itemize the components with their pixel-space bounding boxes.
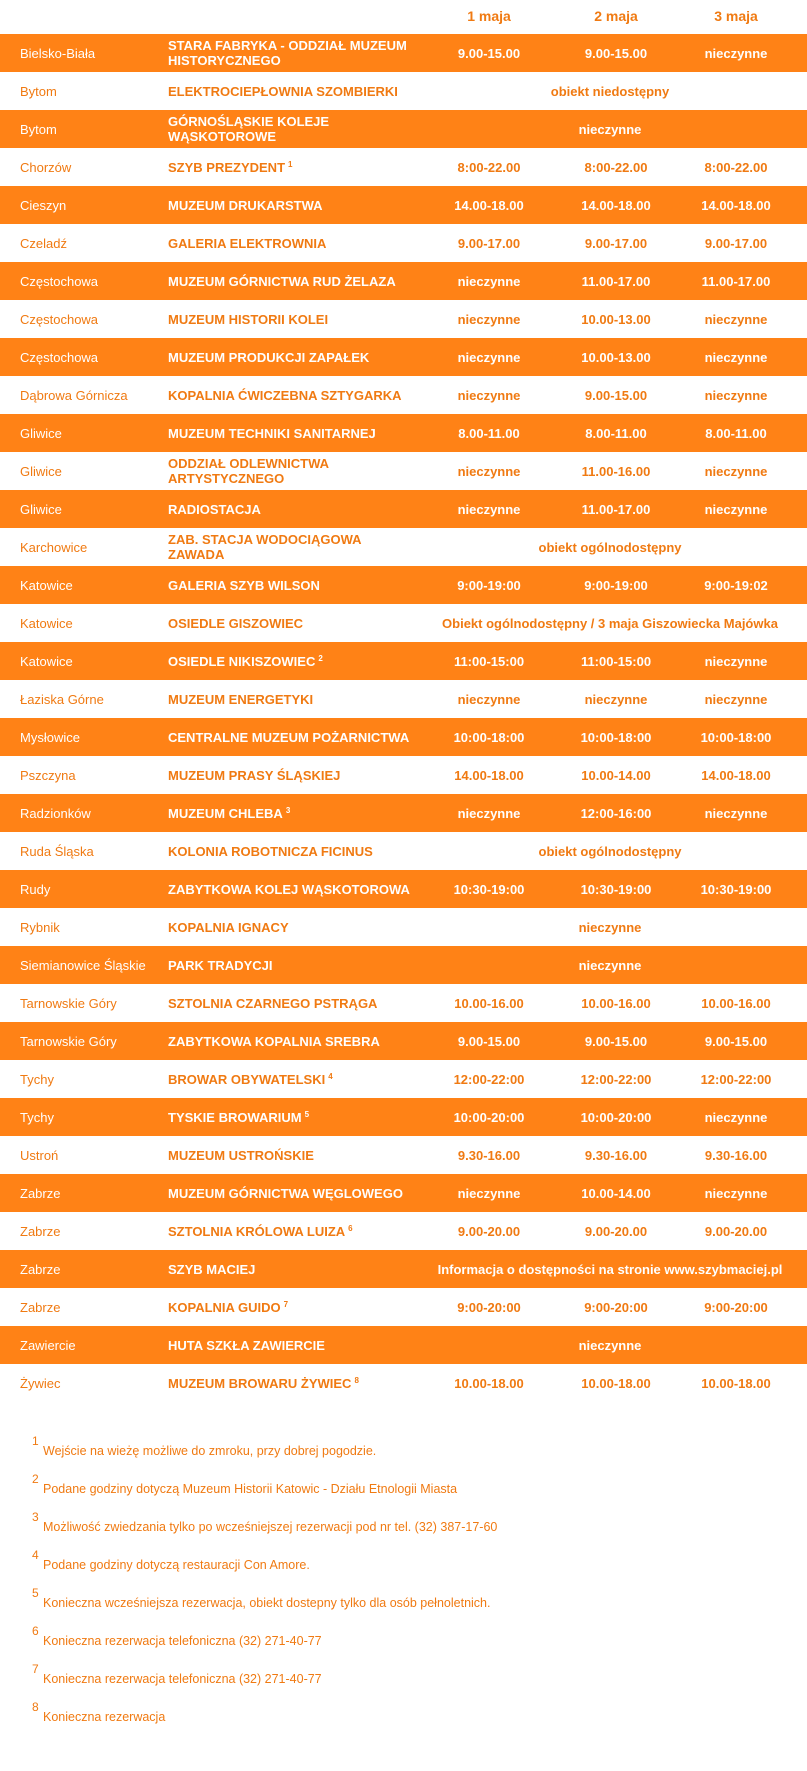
row-venue	[168, 414, 420, 452]
row-hours-day-3: 9.30-16.00	[704, 1147, 768, 1163]
row-hours-day-3: 14.00-18.00	[701, 197, 771, 213]
row-city: Bytom	[20, 83, 57, 99]
row-venue	[168, 528, 420, 566]
footnote-number: 2	[32, 1472, 39, 1486]
row-hours-day-2: 11.00-17.00	[581, 501, 651, 517]
row-hours-day-1: nieczynne	[457, 387, 521, 403]
table-row	[0, 452, 807, 490]
venue-name: MUZEUM CHLEBA	[168, 805, 283, 821]
venue-name: SZYB MACIEJ	[168, 1261, 256, 1277]
table-row	[0, 1098, 807, 1136]
table-row	[0, 832, 807, 870]
row-venue	[168, 1250, 420, 1288]
venue-name: KOPALNIA IGNACY	[168, 919, 289, 935]
table-body	[0, 34, 807, 1402]
row-city: Katowice	[20, 615, 73, 631]
venue-name: KOPALNIA ĆWICZEBNA SZTYGARKA	[168, 387, 402, 403]
footnote-text: Podane godziny dotyczą Muzeum Historii Katowic - Działu Etnologii Miasta	[43, 1482, 458, 1496]
row-hours-day-2: 9.00-15.00	[584, 45, 648, 61]
table-row	[0, 1174, 807, 1212]
row-hours-day-1: nieczynne	[457, 805, 521, 821]
venue-name: GALERIA ELEKTROWNIA	[168, 235, 327, 251]
row-hours-day-1: 10:30-19:00	[453, 881, 525, 897]
footnote-number: 3	[32, 1510, 39, 1524]
row-hours-day-2: 12:00-16:00	[580, 805, 652, 821]
row-city: Cieszyn	[20, 197, 67, 213]
row-hours-day-3: nieczynne	[704, 349, 768, 365]
row-city: Bielsko-Biała	[20, 45, 96, 61]
row-hours-day-3: nieczynne	[704, 311, 768, 327]
table-row	[0, 642, 807, 680]
row-status-all-days: nieczynne	[578, 957, 642, 973]
row-hours-day-2: 11.00-16.00	[581, 463, 651, 479]
row-venue	[168, 1212, 420, 1250]
table-header	[0, 0, 807, 34]
venue-name: TYSKIE BROWARIUM	[168, 1109, 302, 1125]
table-row	[0, 946, 807, 984]
venue-name: OSIEDLE GISZOWIEC	[168, 615, 304, 631]
row-venue	[168, 1288, 420, 1326]
row-venue	[168, 1060, 420, 1098]
row-city: Tychy	[20, 1071, 54, 1087]
row-city: Zawiercie	[20, 1337, 76, 1353]
venue-name: MUZEUM TECHNIKI SANITARNEJ	[168, 425, 376, 441]
row-hours-day-1: 9.00-17.00	[457, 235, 521, 251]
row-city: Zabrze	[20, 1223, 61, 1239]
footnotes	[32, 1434, 792, 1738]
header-day-2: 2 maja	[594, 8, 638, 24]
table-row	[0, 224, 807, 262]
table-row	[0, 984, 807, 1022]
row-hours-day-2: 8.00-11.00	[585, 425, 647, 441]
venue-name: GÓRNOŚLĄSKIE KOLEJE WĄSKOTOROWE	[168, 114, 330, 144]
row-city: Rybnik	[20, 919, 60, 935]
row-venue	[168, 452, 420, 490]
row-hours-day-1: 14.00-18.00	[454, 767, 524, 783]
table-row	[0, 490, 807, 528]
row-hours-day-2: 10:00-20:00	[580, 1109, 652, 1125]
row-venue	[168, 224, 420, 262]
footnote-text: Konieczna wcześniejsza rezerwacja, obiekt dostepny tylko dla osób pełnoletnich.	[43, 1596, 491, 1610]
row-hours-day-3: 9:00-20:00	[704, 1299, 768, 1315]
row-hours-day-2: 9:00-20:00	[584, 1299, 648, 1315]
footnote-marker: 5	[304, 1109, 310, 1119]
row-hours-day-1: 10:00-18:00	[453, 729, 525, 745]
row-venue	[168, 1098, 420, 1136]
footnote-number: 8	[32, 1700, 39, 1714]
row-hours-day-2: 9.00-17.00	[584, 235, 648, 251]
row-hours-day-3: 10:30-19:00	[700, 881, 772, 897]
row-hours-day-3: 9:00-19:02	[704, 577, 768, 593]
row-city: Czeladź	[20, 235, 67, 251]
table-row	[0, 148, 807, 186]
row-hours-day-1: nieczynne	[457, 691, 521, 707]
row-hours-day-3: nieczynne	[704, 501, 768, 517]
row-hours-day-3: 8.00-11.00	[705, 425, 767, 441]
venue-name: ODDZIAŁ ODLEWNICTWA ARTYSTYCZNEGO	[168, 456, 329, 486]
row-status-all-days: nieczynne	[578, 919, 642, 935]
table-row	[0, 680, 807, 718]
row-venue	[168, 756, 420, 794]
venue-name: ZAB. STACJA WODOCIĄGOWA ZAWADA	[168, 532, 362, 562]
table-row	[0, 1136, 807, 1174]
table-row	[0, 376, 807, 414]
row-venue	[168, 680, 420, 718]
row-hours-day-2: 10.00-13.00	[581, 311, 651, 327]
row-hours-day-2: 10.00-14.00	[581, 1185, 651, 1201]
row-hours-day-1: 10.00-18.00	[454, 1375, 524, 1391]
row-hours-day-3: 14.00-18.00	[701, 767, 771, 783]
row-hours-day-1: nieczynne	[457, 1185, 521, 1201]
footnote-text: Konieczna rezerwacja telefoniczna (32) 271-40-77	[43, 1672, 322, 1686]
row-venue	[168, 870, 420, 908]
table-row	[0, 604, 807, 642]
row-status-all-days: Obiekt ogólnodostępny / 3 maja Giszowiecka Majówka	[442, 615, 778, 631]
footnote-text: Możliwość zwiedzania tylko po wcześniejszej rezerwacji pod nr tel. (32) 387-17-60	[43, 1520, 498, 1534]
table-row	[0, 110, 807, 148]
row-hours-day-1: 9.00-15.00	[457, 1033, 521, 1049]
table-row	[0, 908, 807, 946]
row-venue	[168, 604, 420, 642]
venue-name: PARK TRADYCJI	[168, 957, 273, 973]
row-hours-day-1: 9.00-15.00	[457, 45, 521, 61]
row-venue	[168, 376, 420, 414]
table-row	[0, 1326, 807, 1364]
row-hours-day-1: nieczynne	[457, 311, 521, 327]
footnote-item	[32, 1662, 792, 1700]
row-city: Tarnowskie Góry	[20, 1033, 117, 1049]
row-city: Tarnowskie Góry	[20, 995, 117, 1011]
footnote-item	[32, 1434, 792, 1472]
row-hours-day-1: 8:00-22.00	[457, 159, 521, 175]
footnote-item	[32, 1586, 792, 1624]
header-day-1: 1 maja	[467, 8, 511, 24]
footnote-number: 7	[32, 1662, 39, 1676]
row-venue	[168, 490, 420, 528]
venue-name: MUZEUM PRODUKCJI ZAPAŁEK	[168, 349, 370, 365]
row-city: Pszczyna	[20, 767, 76, 783]
row-venue	[168, 34, 420, 72]
row-hours-day-3: nieczynne	[704, 463, 768, 479]
row-hours-day-3: nieczynne	[704, 805, 768, 821]
footnote-number: 5	[32, 1586, 39, 1600]
venue-name: OSIEDLE NIKISZOWIEC	[168, 653, 316, 669]
row-hours-day-2: 10:00-18:00	[580, 729, 652, 745]
table-row	[0, 338, 807, 376]
table-row	[0, 1060, 807, 1098]
row-venue	[168, 642, 420, 680]
row-hours-day-3: 12:00-22:00	[700, 1071, 772, 1087]
row-hours-day-1: 9.00-20.00	[457, 1223, 521, 1239]
row-city: Mysłowice	[20, 729, 80, 745]
row-hours-day-1: 9.30-16.00	[457, 1147, 521, 1163]
venue-name: MUZEUM USTROŃSKIE	[168, 1147, 314, 1163]
row-city: Karchowice	[20, 539, 88, 555]
row-status-all-days: obiekt ogólnodostępny	[538, 843, 682, 859]
venue-name: RADIOSTACJA	[168, 501, 261, 517]
table-row	[0, 1288, 807, 1326]
table-row	[0, 34, 807, 72]
row-status-all-days: nieczynne	[578, 121, 642, 137]
row-venue	[168, 946, 420, 984]
venue-name: MUZEUM GÓRNICTWA RUD ŻELAZA	[168, 273, 396, 289]
footnote-marker: 6	[348, 1223, 353, 1233]
row-hours-day-3: 9.00-15.00	[704, 1033, 768, 1049]
row-hours-day-2: 9:00-19:00	[584, 577, 648, 593]
row-hours-day-2: 8:00-22.00	[584, 159, 648, 175]
venue-name: MUZEUM BROWARU ŻYWIEC	[168, 1375, 352, 1391]
row-venue	[168, 908, 420, 946]
header-day-3: 3 maja	[714, 8, 758, 24]
row-city: Częstochowa	[20, 273, 99, 289]
row-status-all-days: Informacja o dostępności na stronie www.szybmaciej.pl	[437, 1261, 783, 1277]
table-row	[0, 794, 807, 832]
row-city: Częstochowa	[20, 349, 99, 365]
venue-name: MUZEUM DRUKARSTWA	[168, 197, 323, 213]
footnote-marker: 7	[283, 1299, 289, 1309]
row-venue	[168, 300, 420, 338]
table-row	[0, 1022, 807, 1060]
row-hours-day-2: 9.30-16.00	[584, 1147, 648, 1163]
footnote-text: Konieczna rezerwacja	[43, 1710, 166, 1724]
row-venue	[168, 566, 420, 604]
row-venue	[168, 1174, 420, 1212]
row-hours-day-3: nieczynne	[704, 1185, 768, 1201]
row-hours-day-3: 10:00-18:00	[700, 729, 772, 745]
row-city: Ruda Śląska	[20, 843, 94, 859]
row-city: Żywiec	[20, 1375, 61, 1391]
row-city: Zabrze	[20, 1299, 61, 1315]
row-hours-day-2: 11.00-17.00	[581, 273, 651, 289]
table-row	[0, 870, 807, 908]
table-row	[0, 414, 807, 452]
table-row	[0, 566, 807, 604]
row-hours-day-2: nieczynne	[584, 691, 648, 707]
footnote-number: 1	[32, 1434, 39, 1448]
row-venue	[168, 1136, 420, 1174]
footnote-number: 6	[32, 1624, 39, 1638]
footnote-text: Podane godziny dotyczą restauracji Con Amore.	[43, 1558, 310, 1572]
row-hours-day-3: 10.00-18.00	[701, 1375, 771, 1391]
row-hours-day-2: 10.00-18.00	[581, 1375, 651, 1391]
row-venue	[168, 148, 420, 186]
row-hours-day-2: 14.00-18.00	[581, 197, 651, 213]
row-hours-day-1: nieczynne	[457, 273, 521, 289]
row-city: Ustroń	[20, 1147, 59, 1163]
venue-name: ELEKTROCIEPŁOWNIA SZOMBIERKI	[168, 83, 398, 99]
row-venue	[168, 984, 420, 1022]
table-row	[0, 262, 807, 300]
table-row	[0, 300, 807, 338]
table-row	[0, 756, 807, 794]
venue-name: HUTA SZKŁA ZAWIERCIE	[168, 1337, 325, 1353]
row-hours-day-2: 9.00-20.00	[584, 1223, 648, 1239]
row-hours-day-3: nieczynne	[704, 45, 768, 61]
row-hours-day-3: nieczynne	[704, 1109, 768, 1125]
row-hours-day-1: 11:00-15:00	[453, 653, 525, 669]
row-city: Radzionków	[20, 805, 91, 821]
table-row	[0, 528, 807, 566]
row-city: Zabrze	[20, 1261, 61, 1277]
row-status-all-days: obiekt niedostępny	[550, 83, 670, 99]
footnote-item	[32, 1510, 792, 1548]
row-hours-day-2: 10:30-19:00	[580, 881, 652, 897]
footnote-marker: 3	[285, 805, 291, 815]
table-row	[0, 1212, 807, 1250]
table-row	[0, 72, 807, 110]
row-hours-day-1: nieczynne	[457, 501, 521, 517]
row-hours-day-3: nieczynne	[704, 387, 768, 403]
venue-name: ZABYTKOWA KOLEJ WĄSKOTOROWA	[168, 881, 410, 897]
row-venue	[168, 338, 420, 376]
row-hours-day-2: 10.00-13.00	[581, 349, 651, 365]
row-hours-day-1: 9:00-20:00	[457, 1299, 521, 1315]
row-city: Katowice	[20, 653, 73, 669]
row-hours-day-1: 10.00-16.00	[454, 995, 524, 1011]
row-city: Dąbrowa Górnicza	[20, 387, 128, 403]
row-venue	[168, 110, 420, 148]
footnote-text: Wejście na wieżę możliwe do zmroku, przy dobrej pogodzie.	[43, 1444, 377, 1458]
row-city: Rudy	[20, 881, 51, 897]
venue-name: BROWAR OBYWATELSKI	[168, 1071, 326, 1087]
row-hours-day-1: nieczynne	[457, 463, 521, 479]
row-hours-day-3: 8:00-22.00	[704, 159, 768, 175]
row-venue	[168, 718, 420, 756]
footnote-marker: 8	[354, 1375, 359, 1385]
row-venue	[168, 794, 420, 832]
row-city: Tychy	[20, 1109, 54, 1125]
venue-name: MUZEUM GÓRNICTWA WĘGLOWEGO	[168, 1185, 403, 1201]
footnote-marker: 2	[318, 653, 323, 663]
footnote-item	[32, 1700, 792, 1738]
venue-name: KOLONIA ROBOTNICZA FICINUS	[168, 843, 373, 859]
venue-name: MUZEUM HISTORII KOLEI	[168, 311, 329, 327]
row-city: Łaziska Górne	[20, 691, 104, 707]
row-hours-day-3: 9.00-17.00	[704, 235, 768, 251]
venue-name: SZYB PREZYDENT	[168, 159, 286, 175]
row-city: Gliwice	[20, 463, 62, 479]
venue-name: CENTRALNE MUZEUM POŻARNICTWA	[168, 729, 410, 745]
row-hours-day-2: 12:00-22:00	[580, 1071, 652, 1087]
row-hours-day-1: 10:00-20:00	[453, 1109, 525, 1125]
footnote-item	[32, 1472, 792, 1510]
row-venue	[168, 1022, 420, 1060]
table-row	[0, 1250, 807, 1288]
venue-name: MUZEUM PRASY ŚLĄSKIEJ	[168, 767, 341, 783]
footnote-marker: 1	[288, 159, 293, 169]
row-venue	[168, 262, 420, 300]
row-city: Chorzów	[20, 159, 72, 175]
venue-name: GALERIA SZYB WILSON	[168, 577, 320, 593]
table-row	[0, 718, 807, 756]
footnote-text: Konieczna rezerwacja telefoniczna (32) 271-40-77	[43, 1634, 322, 1648]
row-city: Gliwice	[20, 425, 62, 441]
row-hours-day-3: nieczynne	[704, 691, 768, 707]
row-hours-day-1: 8.00-11.00	[458, 425, 520, 441]
row-city: Zabrze	[20, 1185, 61, 1201]
row-city: Gliwice	[20, 501, 62, 517]
row-hours-day-1: 12:00-22:00	[453, 1071, 525, 1087]
row-hours-day-2: 10.00-16.00	[581, 995, 651, 1011]
venue-name: STARA FABRYKA - ODDZIAŁ MUZEUM HISTORYCZNEGO	[168, 38, 407, 68]
row-venue	[168, 1364, 420, 1402]
table-row	[0, 186, 807, 224]
footnote-item	[32, 1548, 792, 1586]
footnote-item	[32, 1624, 792, 1662]
table-row	[0, 1364, 807, 1402]
footnote-number: 4	[32, 1548, 39, 1562]
venue-name: SZTOLNIA KRÓLOWA LUIZA	[168, 1223, 346, 1239]
row-venue	[168, 186, 420, 224]
venue-name: MUZEUM ENERGETYKI	[168, 691, 314, 707]
row-venue	[168, 832, 420, 870]
venue-name: KOPALNIA GUIDO	[168, 1299, 281, 1315]
venue-name: ZABYTKOWA KOPALNIA SREBRA	[168, 1033, 380, 1049]
row-hours-day-2: 10.00-14.00	[581, 767, 651, 783]
row-hours-day-1: 14.00-18.00	[454, 197, 524, 213]
row-hours-day-2: 9.00-15.00	[584, 387, 648, 403]
row-hours-day-3: 9.00-20.00	[704, 1223, 768, 1239]
row-hours-day-3: 11.00-17.00	[701, 273, 771, 289]
row-status-all-days: obiekt ogólnodostępny	[538, 539, 682, 555]
row-hours-day-1: 9:00-19:00	[457, 577, 521, 593]
row-hours-day-3: 10.00-16.00	[701, 995, 771, 1011]
row-hours-day-1: nieczynne	[457, 349, 521, 365]
row-city: Katowice	[20, 577, 73, 593]
row-venue	[168, 1326, 420, 1364]
row-city: Częstochowa	[20, 311, 99, 327]
footnote-marker: 4	[328, 1071, 333, 1081]
venue-name: SZTOLNIA CZARNEGO PSTRĄGA	[168, 995, 378, 1011]
row-hours-day-2: 9.00-15.00	[584, 1033, 648, 1049]
row-venue	[168, 72, 420, 110]
row-hours-day-3: nieczynne	[704, 653, 768, 669]
row-city: Bytom	[20, 121, 57, 137]
row-city: Siemianowice Śląskie	[20, 957, 146, 973]
row-hours-day-2: 11:00-15:00	[580, 653, 652, 669]
row-status-all-days: nieczynne	[578, 1337, 642, 1353]
